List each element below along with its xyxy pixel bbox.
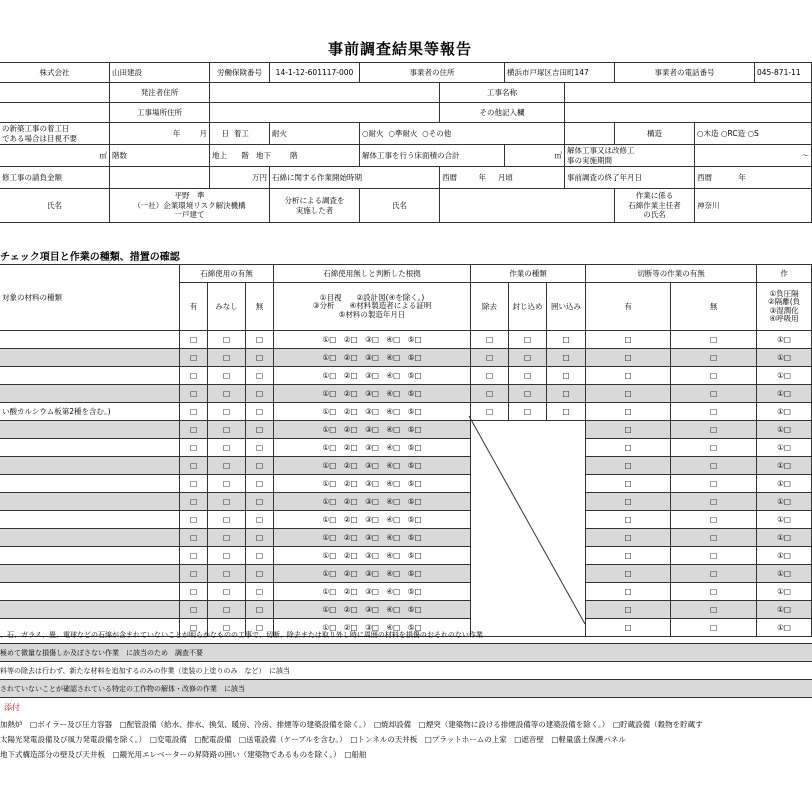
floors-label: 階数: [110, 145, 210, 167]
cut-yes-checkbox[interactable]: □: [586, 493, 671, 511]
use-deemed-checkbox[interactable]: □: [208, 457, 246, 475]
asbestos-start-field[interactable]: 西暦 年 月頃: [440, 167, 565, 189]
use-deemed-checkbox[interactable]: □: [208, 601, 246, 619]
attachment-label: 添付: [4, 703, 20, 712]
work-enclose-checkbox[interactable]: □: [547, 367, 586, 385]
asbestos-use-header: 石綿使用の有無: [180, 265, 274, 283]
cut-yes-checkbox[interactable]: □: [586, 565, 671, 583]
contract-label: 修工事の請負金額: [0, 167, 110, 189]
surveyor-name-label: 氏名: [0, 189, 110, 223]
address-label: 事業者の住所: [360, 63, 505, 83]
use-no-checkbox[interactable]: □: [246, 619, 274, 637]
cut-no-checkbox[interactable]: □: [671, 619, 757, 637]
cut-no-checkbox[interactable]: □: [671, 349, 757, 367]
use-no-checkbox[interactable]: □: [246, 475, 274, 493]
use-yes-checkbox[interactable]: □: [180, 475, 208, 493]
measure-checkbox[interactable]: ①□: [757, 475, 812, 493]
use-deemed-checkbox[interactable]: □: [208, 385, 246, 403]
period-field[interactable]: ～: [695, 145, 812, 167]
start-date-label: の新築工事の着工日 である場合は目視不要: [0, 123, 110, 145]
work-name-field[interactable]: [565, 83, 812, 103]
cut-yes-checkbox[interactable]: □: [586, 349, 671, 367]
use-yes-checkbox[interactable]: □: [180, 349, 208, 367]
cut-yes-checkbox[interactable]: □: [586, 547, 671, 565]
material-cell[interactable]: [0, 439, 180, 457]
cutting-header: 切断等の作業の有無: [586, 265, 757, 283]
table-row: [0, 403, 812, 421]
use-yes-checkbox[interactable]: □: [180, 421, 208, 439]
measure-checkbox[interactable]: ①□: [757, 529, 812, 547]
work-enclose-label: 囲い込み: [547, 283, 586, 331]
basis-checkboxes[interactable]: ①□ ②□ ③□ ④□ ⑤□: [274, 601, 471, 619]
address-value[interactable]: 横浜市戸塚区吉田町147: [505, 63, 615, 83]
structure-options[interactable]: ○木造 ○RC造 ○S: [695, 123, 812, 145]
note-1: 、石、ガラス、畳、電球などの石綿が含まれていないことが明らかなものの工事で、切断、除去または取り外し時に周囲の材料を損傷のおそれのない作業: [0, 626, 812, 644]
use-deemed-checkbox[interactable]: □: [208, 421, 246, 439]
table-row: [0, 367, 812, 385]
chief-label: 作業に係る 石綿作業主任者 の氏名: [615, 189, 695, 223]
measure-checkbox[interactable]: ①□: [757, 403, 812, 421]
use-yes-label: 有: [180, 283, 208, 331]
use-yes-checkbox[interactable]: □: [180, 601, 208, 619]
use-yes-checkbox[interactable]: □: [180, 439, 208, 457]
work-name-label: 工事名称: [440, 83, 565, 103]
analysis-label: 分析による調査を 実施した者: [270, 189, 360, 223]
table-row: [0, 547, 812, 565]
other-label: その他記入欄: [440, 103, 565, 123]
use-yes-checkbox[interactable]: □: [180, 529, 208, 547]
material-cell[interactable]: [0, 457, 180, 475]
measure-checkbox[interactable]: ①□: [757, 367, 812, 385]
cut-no-checkbox[interactable]: □: [671, 403, 757, 421]
material-cell[interactable]: い酸カルシウム板第2種を含む。): [0, 403, 180, 421]
measure-checkbox[interactable]: ①□: [757, 511, 812, 529]
cut-yes-checkbox[interactable]: □: [586, 403, 671, 421]
use-deemed-checkbox[interactable]: □: [208, 349, 246, 367]
fireproof-options[interactable]: ○耐火 ○準耐火 ○その他: [360, 123, 565, 145]
table-row: [0, 601, 812, 619]
measures-header: 作: [757, 265, 812, 283]
material-cell[interactable]: [0, 601, 180, 619]
use-no-checkbox[interactable]: □: [246, 511, 274, 529]
cut-yes-checkbox[interactable]: □: [586, 385, 671, 403]
measure-checkbox[interactable]: ①□: [757, 583, 812, 601]
cut-no-checkbox[interactable]: □: [671, 421, 757, 439]
cut-no-checkbox[interactable]: □: [671, 583, 757, 601]
phone-label: 事業者の電話番号: [615, 63, 755, 83]
surveyor-info[interactable]: 平野 準 （一社）企業環境リスク解決機構 一戸建て: [110, 189, 270, 223]
use-yes-checkbox[interactable]: □: [180, 385, 208, 403]
work-enclose-checkbox[interactable]: □: [547, 403, 586, 421]
start-day[interactable]: 日 着工: [210, 123, 270, 145]
use-yes-checkbox[interactable]: □: [180, 367, 208, 385]
use-yes-checkbox[interactable]: □: [180, 331, 208, 349]
chief-value[interactable]: 神奈川: [695, 189, 812, 223]
table-row: [0, 475, 812, 493]
material-cell[interactable]: [0, 349, 180, 367]
measures-legend: ①負圧隔 ②隔離(負 ③湿潤化 ④呼吸用: [757, 283, 812, 331]
company-label: 株式会社: [0, 63, 110, 83]
use-yes-checkbox[interactable]: □: [180, 403, 208, 421]
basis-checkboxes[interactable]: ①□ ②□ ③□ ④□ ⑤□: [274, 421, 471, 439]
table-row: [0, 529, 812, 547]
table-row: [0, 565, 812, 583]
material-cell[interactable]: [0, 385, 180, 403]
use-no-checkbox[interactable]: □: [246, 583, 274, 601]
measure-checkbox[interactable]: ①□: [757, 421, 812, 439]
equipment-line-3[interactable]: 地下式構造部分の壁及び天井板 □観光用エレベーターの昇降路の囲い（建築物であるものを除く。） □船舶: [0, 750, 367, 759]
use-deemed-checkbox[interactable]: □: [208, 565, 246, 583]
note-4: されていないことが確認されている特定の工作物の解体・改修の作業 に該当: [0, 680, 812, 698]
work-enclose-checkbox[interactable]: □: [547, 331, 586, 349]
basis-checkboxes[interactable]: ①□ ②□ ③□ ④□ ⑤□: [274, 565, 471, 583]
orderer-address-label: 発注者住所: [110, 83, 210, 103]
cut-no-checkbox[interactable]: □: [671, 547, 757, 565]
use-no-checkbox[interactable]: □: [246, 385, 274, 403]
work-enclose-checkbox[interactable]: □: [547, 385, 586, 403]
use-yes-checkbox[interactable]: □: [180, 565, 208, 583]
survey-end-label: 事前調査の終了年月日: [565, 167, 695, 189]
use-no-checkbox[interactable]: □: [246, 529, 274, 547]
page-title: 事前調査結果等報告: [327, 40, 472, 58]
cut-yes-checkbox[interactable]: □: [586, 439, 671, 457]
table-row: [0, 511, 812, 529]
basis-checkboxes[interactable]: ①□ ②□ ③□ ④□ ⑤□: [274, 511, 471, 529]
work-remove-checkbox[interactable]: □: [471, 403, 509, 421]
cut-no-checkbox[interactable]: □: [671, 511, 757, 529]
use-no-checkbox[interactable]: □: [246, 565, 274, 583]
table-row: [0, 421, 812, 439]
company-name[interactable]: 山田建設: [110, 63, 210, 83]
cut-yes-checkbox[interactable]: □: [586, 331, 671, 349]
analysis-name-field[interactable]: [440, 189, 615, 223]
work-enclose-checkbox[interactable]: □: [547, 349, 586, 367]
use-deemed-checkbox[interactable]: □: [208, 367, 246, 385]
use-no-checkbox[interactable]: □: [246, 457, 274, 475]
use-deemed-checkbox[interactable]: □: [208, 547, 246, 565]
phone-value[interactable]: 045-871-11: [755, 63, 812, 83]
work-seal-checkbox[interactable]: □: [509, 349, 547, 367]
labor-insurance-no[interactable]: 14-1-12-601117-000: [270, 63, 360, 83]
use-yes-checkbox[interactable]: □: [180, 583, 208, 601]
use-yes-checkbox[interactable]: □: [180, 547, 208, 565]
basis-checkboxes[interactable]: ①□ ②□ ③□ ④□ ⑤□: [274, 367, 471, 385]
material-cell[interactable]: [0, 493, 180, 511]
basis-checkboxes[interactable]: ①□ ②□ ③□ ④□ ⑤□: [274, 583, 471, 601]
survey-end-field[interactable]: 西暦 年: [695, 167, 812, 189]
start-date-field[interactable]: 年 月: [110, 123, 210, 145]
table-row: [0, 583, 812, 601]
asbestos-start-label: 石綿に関する作業開始時期: [270, 167, 440, 189]
use-no-checkbox[interactable]: □: [246, 439, 274, 457]
cut-yes-label: 有: [586, 283, 671, 331]
work-seal-checkbox[interactable]: □: [509, 385, 547, 403]
cut-no-checkbox[interactable]: □: [671, 529, 757, 547]
use-no-checkbox[interactable]: □: [246, 421, 274, 439]
work-seal-checkbox[interactable]: □: [509, 331, 547, 349]
material-cell[interactable]: [0, 529, 180, 547]
use-no-checkbox[interactable]: □: [246, 493, 274, 511]
cut-yes-checkbox[interactable]: □: [586, 367, 671, 385]
cut-yes-checkbox[interactable]: □: [586, 457, 671, 475]
work-remove-checkbox[interactable]: □: [471, 331, 509, 349]
note-3: 料等の除去は行わず、新たな材料を追加するのみの作業（塗装の上塗りのみ など） に該当: [0, 662, 812, 680]
work-remove-checkbox[interactable]: □: [471, 367, 509, 385]
cut-no-checkbox[interactable]: □: [671, 439, 757, 457]
table-row: [0, 331, 812, 349]
table-row: [0, 349, 812, 367]
contract-unit[interactable]: 万円: [210, 167, 270, 189]
use-yes-checkbox[interactable]: □: [180, 493, 208, 511]
material-cell[interactable]: [0, 367, 180, 385]
structure-label: 構造: [615, 123, 695, 145]
demolition-area-label: 解体工事を行う床面積の合計: [360, 145, 505, 167]
use-deemed-checkbox[interactable]: □: [208, 475, 246, 493]
section-title: チェック項目と作業の種類、措置の確認: [0, 252, 180, 263]
cut-yes-checkbox[interactable]: □: [586, 601, 671, 619]
use-deemed-checkbox[interactable]: □: [208, 529, 246, 547]
use-yes-checkbox[interactable]: □: [180, 511, 208, 529]
work-site-field[interactable]: [210, 103, 440, 123]
material-cell[interactable]: [0, 583, 180, 601]
basis-checkboxes[interactable]: ①□ ②□ ③□ ④□ ⑤□: [274, 457, 471, 475]
material-cell[interactable]: [0, 421, 180, 439]
cut-no-checkbox[interactable]: □: [671, 331, 757, 349]
work-remove-checkbox[interactable]: □: [471, 385, 509, 403]
basis-checkboxes[interactable]: ①□ ②□ ③□ ④□ ⑤□: [274, 547, 471, 565]
basis-checkboxes[interactable]: ①□ ②□ ③□ ④□ ⑤□: [274, 349, 471, 367]
cut-yes-checkbox[interactable]: □: [586, 475, 671, 493]
cut-no-checkbox[interactable]: □: [671, 493, 757, 511]
work-seal-checkbox[interactable]: □: [509, 367, 547, 385]
cut-yes-checkbox[interactable]: □: [586, 583, 671, 601]
material-cell[interactable]: [0, 547, 180, 565]
measure-checkbox[interactable]: ①□: [757, 457, 812, 475]
other-field[interactable]: [565, 103, 812, 123]
basis-checkboxes[interactable]: ①□ ②□ ③□ ④□ ⑤□: [274, 385, 471, 403]
basis-checkboxes[interactable]: ①□ ②□ ③□ ④□ ⑤□: [274, 439, 471, 457]
measure-checkbox[interactable]: ①□: [757, 385, 812, 403]
basis-checkboxes[interactable]: ①□ ②□ ③□ ④□ ⑤□: [274, 331, 471, 349]
use-no-checkbox[interactable]: □: [246, 367, 274, 385]
cut-no-checkbox[interactable]: □: [671, 367, 757, 385]
basis-checkboxes[interactable]: ①□ ②□ ③□ ④□ ⑤□: [274, 529, 471, 547]
use-yes-checkbox[interactable]: □: [180, 619, 208, 637]
equipment-line-1[interactable]: 加熱炉 □ボイラー及び圧力容器 □配管設備（給水、排水、換気、暖房、冷房、排煙等の建築設備を除く。） □焼却設備 □煙突（建築物に設ける排煙設備等の建築設備を除く。） □貯蔵設備（穀物を貯蔵す: [0, 720, 703, 729]
work-type-diagonal: [469, 416, 585, 624]
use-no-checkbox[interactable]: □: [246, 349, 274, 367]
period-label: 解体工事又は改修工 事の実施期間: [565, 145, 695, 167]
use-deemed-checkbox[interactable]: □: [208, 403, 246, 421]
measure-checkbox[interactable]: ①□: [757, 619, 812, 637]
table-row: [0, 457, 812, 475]
materials-table: [0, 264, 812, 637]
cut-no-checkbox[interactable]: □: [671, 385, 757, 403]
use-deemed-checkbox[interactable]: □: [208, 583, 246, 601]
cut-no-checkbox[interactable]: □: [671, 601, 757, 619]
analysis-name-label: 氏名: [360, 189, 440, 223]
material-header: 対象の材料の種類: [0, 265, 180, 331]
equipment-line-2[interactable]: 太陽光発電設備及び風力発電設備を除く。） □変電設備 □配電設備 □送電設備（ケーブルを含む。） □トンネルの天井板 □プラットホームの上家 □遮音壁 □軽量盛土保護パネル: [0, 735, 626, 744]
use-no-checkbox[interactable]: □: [246, 403, 274, 421]
note-2: 極めて微量な損傷しか及ぼさない作業 に該当のため 調査不要: [0, 644, 812, 662]
basis-legend: ①目視 ②設計図(④を除く。) ③分析 ④材料製造者による証明 ⑤材料の製造年月日: [274, 283, 471, 331]
measure-checkbox[interactable]: ①□: [757, 601, 812, 619]
work-seal-checkbox[interactable]: □: [509, 403, 547, 421]
basis-checkboxes[interactable]: ①□ ②□ ③□ ④□ ⑤□: [274, 493, 471, 511]
demolition-area-unit[interactable]: ㎡: [505, 145, 565, 167]
orderer-address-field[interactable]: [210, 83, 440, 103]
use-deemed-checkbox[interactable]: □: [208, 331, 246, 349]
cut-no-checkbox[interactable]: □: [671, 565, 757, 583]
measure-checkbox[interactable]: ①□: [757, 565, 812, 583]
cut-no-checkbox[interactable]: □: [671, 475, 757, 493]
cut-no-label: 無: [671, 283, 757, 331]
work-remove-checkbox[interactable]: □: [471, 349, 509, 367]
work-site-label: 工事場所住所: [110, 103, 210, 123]
labor-insurance-label: 労働保険番号: [210, 63, 270, 83]
cut-yes-checkbox[interactable]: □: [586, 529, 671, 547]
measure-checkbox[interactable]: ①□: [757, 493, 812, 511]
use-deemed-label: みなし: [208, 283, 246, 331]
use-no-checkbox[interactable]: □: [246, 331, 274, 349]
cut-yes-checkbox[interactable]: □: [586, 619, 671, 637]
cut-yes-checkbox[interactable]: □: [586, 421, 671, 439]
area-unit: ㎡: [0, 145, 110, 167]
use-no-label: 無: [246, 283, 274, 331]
use-no-checkbox[interactable]: □: [246, 601, 274, 619]
work-seal-label: 封じ込め: [509, 283, 547, 331]
use-no-checkbox[interactable]: □: [246, 547, 274, 565]
table-row: [0, 439, 812, 457]
header-table: [0, 62, 812, 223]
material-cell[interactable]: [0, 511, 180, 529]
basis-header: 石綿使用無しと判断した根拠: [274, 265, 471, 283]
work-type-header: 作業の種類: [471, 265, 586, 283]
measure-checkbox[interactable]: ①□: [757, 349, 812, 367]
cut-no-checkbox[interactable]: □: [671, 457, 757, 475]
use-deemed-checkbox[interactable]: □: [208, 493, 246, 511]
measure-checkbox[interactable]: ①□: [757, 331, 812, 349]
measure-checkbox[interactable]: ①□: [757, 547, 812, 565]
basis-checkboxes[interactable]: ①□ ②□ ③□ ④□ ⑤□: [274, 403, 471, 421]
basis-checkboxes[interactable]: ①□ ②□ ③□ ④□ ⑤□: [274, 475, 471, 493]
use-deemed-checkbox[interactable]: □: [208, 439, 246, 457]
fireproof-label: 耐火: [270, 123, 360, 145]
material-cell[interactable]: [0, 331, 180, 349]
cut-yes-checkbox[interactable]: □: [586, 511, 671, 529]
material-cell[interactable]: [0, 565, 180, 583]
floors-field[interactable]: 地上 階 地下 階: [210, 145, 360, 167]
measure-checkbox[interactable]: ①□: [757, 439, 812, 457]
use-deemed-checkbox[interactable]: □: [208, 511, 246, 529]
use-yes-checkbox[interactable]: □: [180, 457, 208, 475]
work-remove-label: 除去: [471, 283, 509, 331]
material-cell[interactable]: [0, 475, 180, 493]
table-row: [0, 385, 812, 403]
use-deemed-checkbox[interactable]: □: [208, 619, 246, 637]
basis-checkboxes[interactable]: ①□ ②□ ③□ ④□ ⑤□: [274, 619, 471, 637]
table-row: [0, 493, 812, 511]
